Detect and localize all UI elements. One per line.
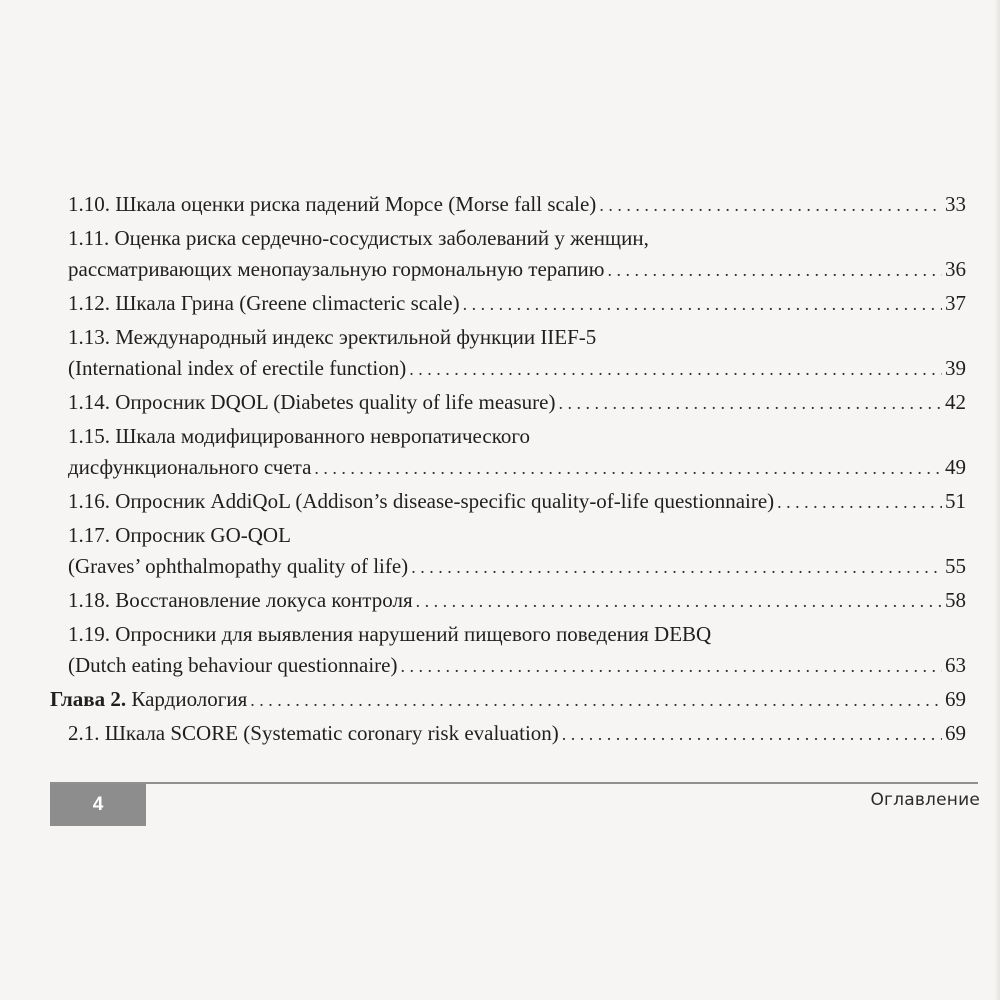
toc-entry-title: 1.19. Опросники для выявления нарушений пищевого поведения DEBQ — [68, 622, 712, 646]
toc-entry[interactable] — [68, 288, 966, 319]
toc-entry[interactable] — [68, 387, 966, 418]
toc-line — [68, 254, 966, 285]
toc-page-number: 39 — [945, 356, 966, 380]
toc-entry[interactable] — [68, 421, 966, 483]
leader-dots — [400, 651, 942, 682]
toc-line — [50, 684, 966, 715]
leader-dots — [558, 388, 942, 419]
toc-line — [68, 585, 966, 616]
leader-dots — [314, 453, 942, 484]
leader-dots — [777, 487, 942, 518]
toc-page-number: 55 — [945, 554, 966, 578]
toc-entry[interactable] — [68, 619, 966, 681]
toc-entry[interactable] — [68, 585, 966, 616]
leader-dots — [599, 190, 942, 221]
leader-dots — [409, 354, 942, 385]
toc-page-number: 69 — [945, 721, 966, 745]
toc-line — [68, 288, 966, 319]
toc-entry-title: 1.16. Опросник AddiQoL (Addison’s disease-specific quality-of-life questionnaire) — [68, 489, 775, 513]
toc-page-number: 36 — [945, 257, 966, 281]
leader-dots — [250, 685, 942, 716]
toc-entry[interactable] — [68, 520, 966, 582]
footer-rule — [50, 782, 978, 784]
toc-line — [68, 387, 966, 418]
toc-entry-title-cont: (Dutch eating behaviour questionnaire) — [68, 653, 398, 677]
footer-section-title: Оглавление — [870, 790, 980, 810]
toc-entry-title: 1.13. Международный индекс эректильной функции IIEF-5 — [68, 325, 597, 349]
toc-entry-title-cont: (Graves’ ophthalmopathy quality of life) — [68, 554, 409, 578]
toc-line — [68, 650, 966, 681]
toc-page-number: 63 — [945, 653, 966, 677]
toc-line — [68, 452, 966, 483]
toc-line — [68, 421, 966, 452]
leader-dots — [416, 586, 942, 617]
toc-entry[interactable] — [68, 189, 966, 220]
page-edge-shadow — [994, 0, 1000, 1000]
toc-entry-title-cont: (International index of erectile function) — [68, 356, 407, 380]
toc-line — [68, 520, 966, 551]
leader-dots — [463, 289, 942, 320]
toc-entry-title: 1.15. Шкала модифицированного невропатического — [68, 424, 530, 448]
toc-page-number: 69 — [945, 687, 966, 711]
toc-page-number: 42 — [945, 390, 966, 414]
toc-line — [68, 551, 966, 582]
toc-line — [68, 353, 966, 384]
toc-line — [68, 223, 966, 254]
toc-entry[interactable] — [68, 322, 966, 384]
leader-dots — [411, 552, 942, 583]
chapter-name: Кардиология — [126, 687, 248, 711]
toc-line — [68, 486, 966, 517]
toc-entry-title: 1.18. Восстановление локуса контроля — [68, 588, 413, 612]
leader-dots — [607, 255, 942, 286]
toc-page-number: 49 — [945, 455, 966, 479]
toc-entry-title: 1.17. Опросник GO-QOL — [68, 523, 291, 547]
toc-entry[interactable] — [68, 223, 966, 285]
toc-line — [68, 189, 966, 220]
toc-page-number: 33 — [945, 192, 966, 216]
toc-line — [68, 619, 966, 650]
toc-page-number: 37 — [945, 291, 966, 315]
toc-line — [68, 718, 966, 749]
toc-entry[interactable] — [68, 486, 966, 517]
table-of-contents — [50, 189, 966, 752]
toc-page-number: 51 — [945, 489, 966, 513]
toc-entry-title: 1.11. Оценка риска сердечно-сосудистых заболеваний у женщин, — [68, 226, 649, 250]
chapter-label: Глава 2. — [50, 687, 127, 711]
footer-page-number: 4 — [50, 784, 146, 826]
toc-entry-title: 1.10. Шкала оценки риска падений Морсе (Morse fall scale) — [68, 192, 597, 216]
toc-entry-title: 1.14. Опросник DQOL (Diabetes quality of life measure) — [68, 390, 556, 414]
toc-chapter-heading[interactable] — [50, 684, 966, 715]
leader-dots — [562, 719, 942, 750]
toc-entry-title: 1.12. Шкала Грина (Greene climacteric scale) — [68, 291, 460, 315]
toc-entry-title: 2.1. Шкала SCORE (Systematic coronary risk evaluation) — [68, 721, 559, 745]
toc-entry-title-cont: дисфункционального счета — [68, 455, 312, 479]
toc-page-number: 58 — [945, 588, 966, 612]
toc-line — [68, 322, 966, 353]
chapter-title — [50, 684, 247, 715]
toc-entry[interactable] — [68, 718, 966, 749]
toc-entry-title-cont: рассматривающих менопаузальную гормональную терапию — [68, 257, 605, 281]
